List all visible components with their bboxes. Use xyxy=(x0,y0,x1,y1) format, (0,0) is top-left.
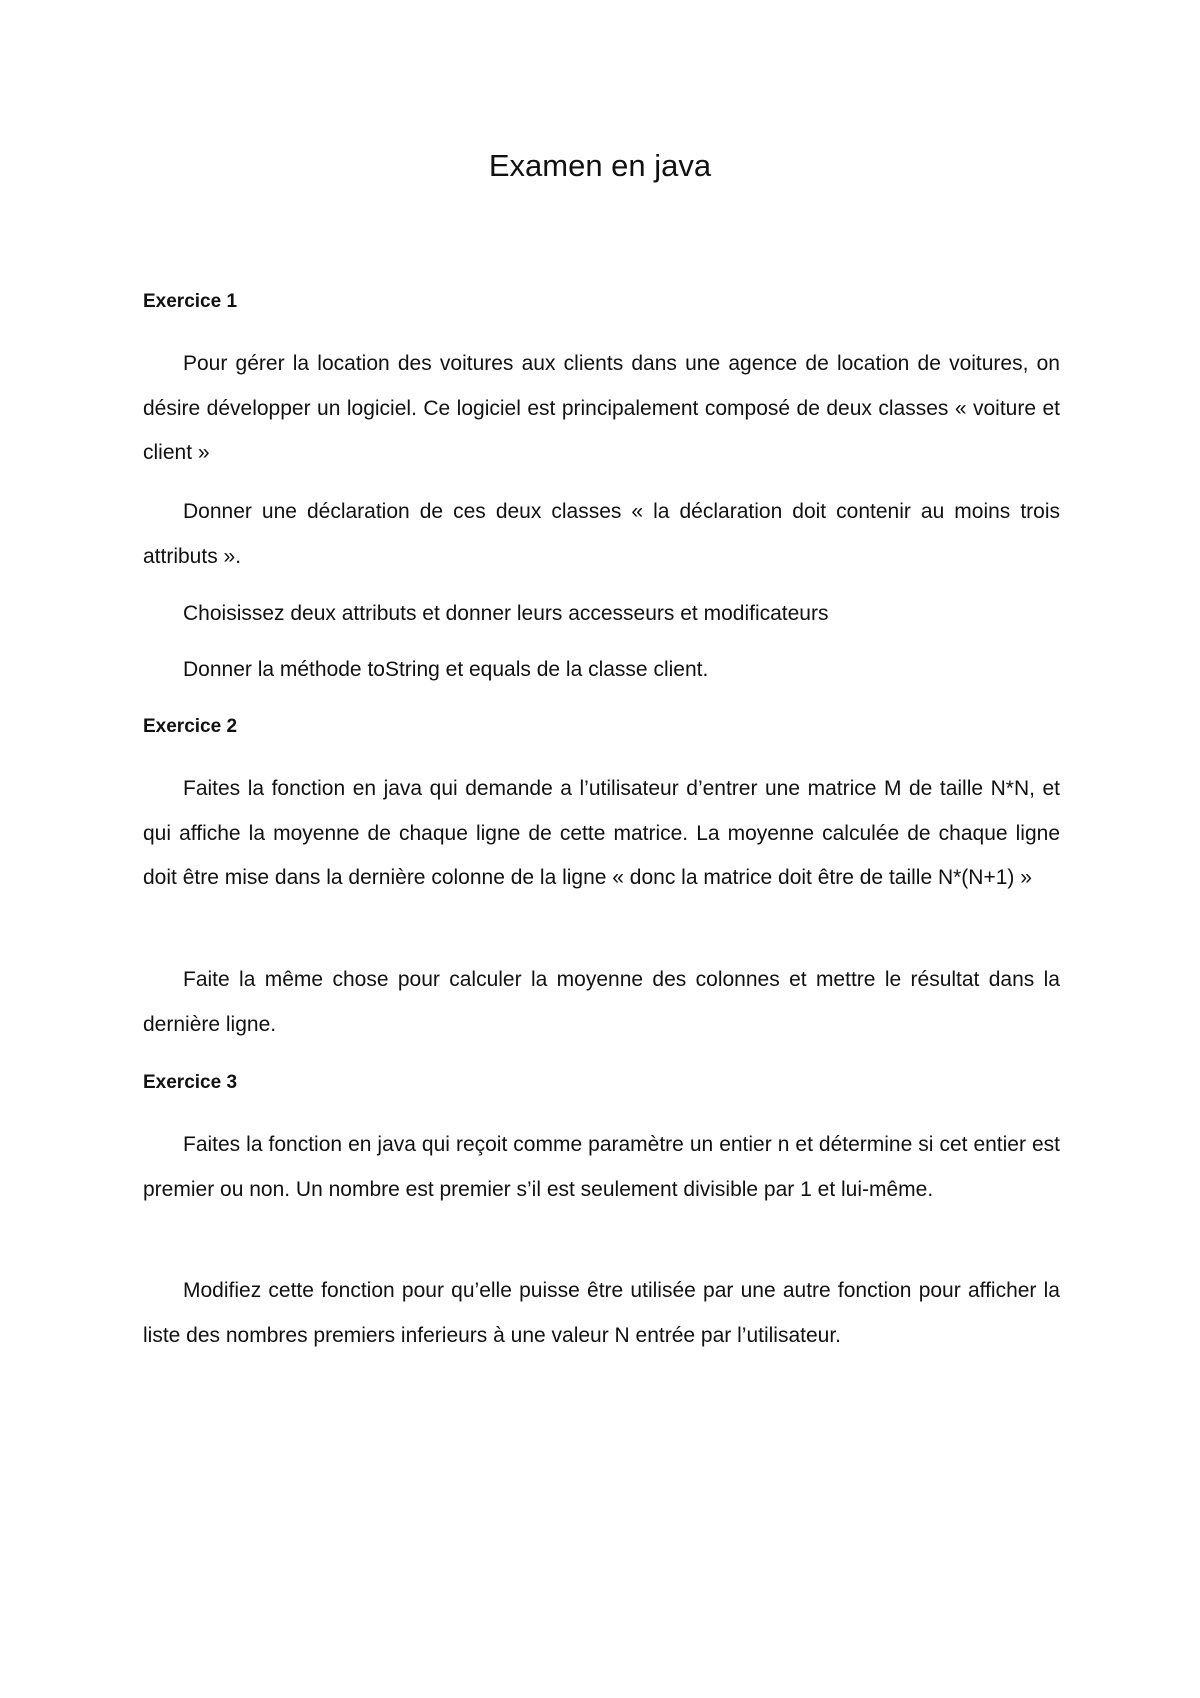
exercise-1-paragraph-3: Choisissez deux attributs et donner leurs accesseurs et modificateurs xyxy=(183,602,829,625)
exercise-2-paragraph-2: Faite la même chose pour calculer la moyenne des colonnes et mettre le résultat dans la dernière ligne. xyxy=(143,968,1060,1036)
exercise-3-paragraph-1: Faites la fonction en java qui reçoit comme paramètre un entier n et détermine si cet entier est premier ou non. Un nombre est premier s’il est seulement divisible par 1 et lui-même. xyxy=(143,1133,1060,1201)
exercise-3-paragraph-2: Modifiez cette fonction pour qu’elle puisse être utilisée par une autre fonction pour afficher la liste des nombres premiers inferieurs à une valeur N entrée par l’utilisateur. xyxy=(143,1279,1060,1347)
exercise-1-paragraph-4: Donner la méthode toString et equals de la classe client. xyxy=(183,658,709,681)
exercise-1-paragraph-1: Pour gérer la location des voitures aux clients dans une agence de location de voitures, on désire développer un logiciel. Ce logiciel est principalement composé de deux classes « voiture et client » xyxy=(143,352,1060,464)
exercise-1-paragraph-2: Donner une déclaration de ces deux classes « la déclaration doit contenir au moins trois attributs ». xyxy=(143,500,1060,568)
exercise-2-heading: Exercice 2 xyxy=(143,716,238,737)
exercise-3-heading: Exercice 3 xyxy=(143,1072,238,1093)
exercise-2-paragraph-1: Faites la fonction en java qui demande a l’utilisateur d’entrer une matrice M de taille N*N, et qui affiche la moyenne de chaque ligne de cette matrice. La moyenne calculée de chaque ligne doit être mise dans la dernière colonne de la ligne « donc la matrice doit être de taille N*(N+1) » xyxy=(143,777,1060,889)
exercise-1-heading: Exercice 1 xyxy=(143,291,238,312)
document-title: Examen en java xyxy=(488,148,712,183)
